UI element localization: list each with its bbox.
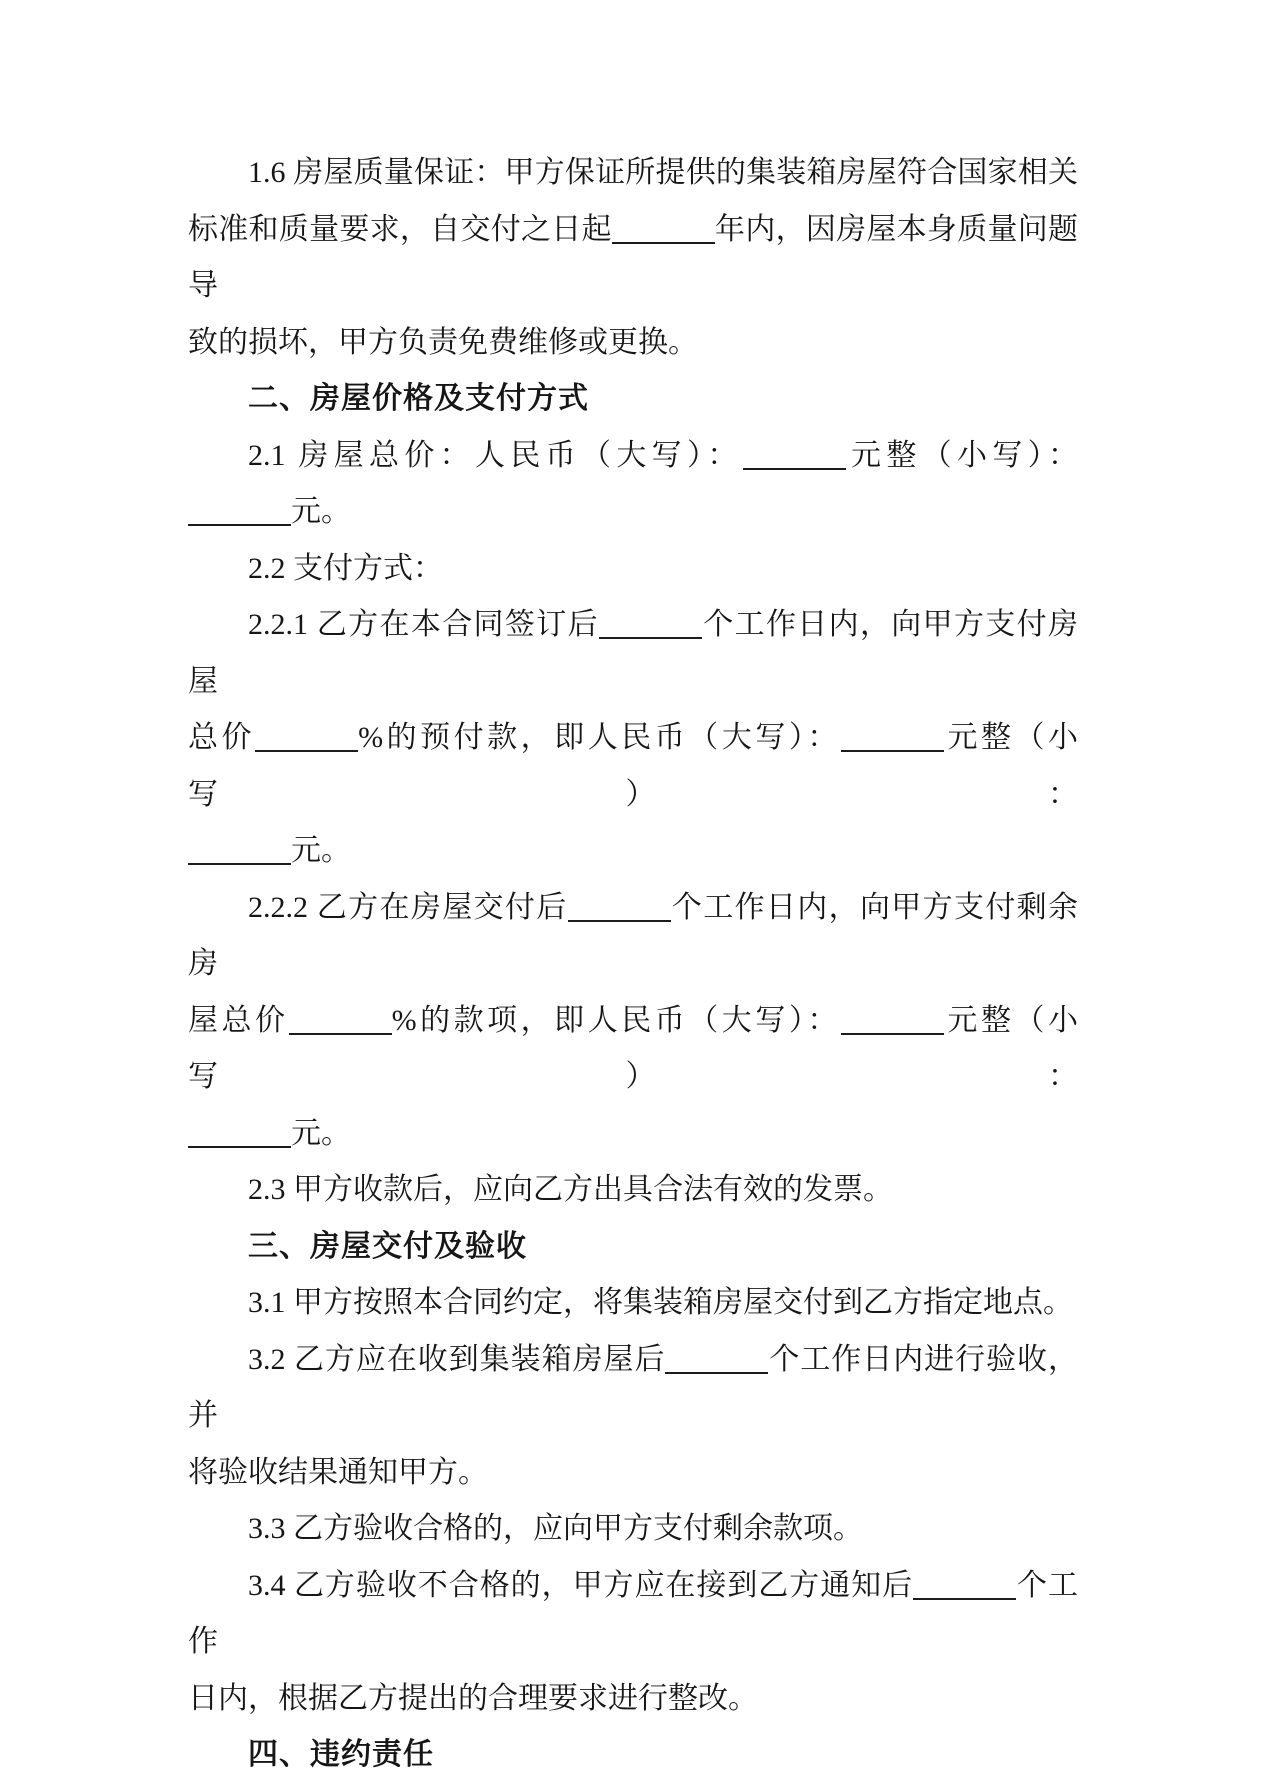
text-segment: 元。: [291, 1116, 351, 1150]
contract-paragraph: [188, 880, 1078, 1163]
text-segment: 3.1 甲方按照本合同约定，将集装箱房屋交付到乙方指定地点。: [248, 1286, 1073, 1319]
text-line: [188, 880, 1078, 993]
text-line: [188, 597, 1078, 710]
text-line: [188, 1275, 1078, 1332]
text-segment: 2.2.1 乙方在本合同签订后: [248, 608, 599, 641]
contract-paragraph: [188, 541, 1078, 598]
fill-in-blank: [612, 242, 715, 244]
contract-body: [188, 145, 1078, 1784]
text-segment: 总价: [188, 721, 256, 754]
text-segment: 2.2.2 乙方在房屋交付后: [248, 890, 568, 924]
fill-in-blank: [665, 1372, 768, 1374]
fill-in-blank: [913, 1598, 1016, 1600]
text-segment: %的款项，即人民币（大写）：: [391, 1003, 841, 1037]
text-line: [188, 1162, 1078, 1219]
fill-in-blank: [568, 920, 671, 922]
text-segment: 元整（小写）：: [845, 438, 1079, 472]
section-heading: [188, 1727, 1078, 1784]
contract-paragraph: [188, 1501, 1078, 1558]
text-segment: 元整（小写）：: [188, 721, 1079, 811]
text-segment: 二、房屋价格及支付方式: [248, 382, 589, 415]
text-line: [188, 202, 1078, 315]
text-line: [188, 1671, 1078, 1728]
text-segment: 个工作: [188, 1568, 1079, 1658]
text-segment: 元。: [291, 834, 351, 867]
contract-paragraph: [188, 1275, 1078, 1332]
text-segment: 3.2 乙方应在收到集装箱房屋后: [248, 1342, 666, 1376]
text-segment: 个工作日内，向甲方支付房屋: [188, 608, 1079, 698]
contract-paragraph: [188, 428, 1078, 541]
text-segment: 四、违约责任: [248, 1738, 434, 1771]
fill-in-blank: [841, 1033, 944, 1035]
text-segment: 3.3 乙方验收合格的，应向甲方支付剩余款项。: [248, 1512, 863, 1545]
text-segment: 2.3 甲方收款后，应向乙方出具合法有效的发票。: [248, 1173, 893, 1206]
text-line: [188, 541, 1078, 598]
fill-in-blank: [188, 524, 291, 526]
text-segment: 元。: [291, 495, 351, 528]
text-segment: 2.2 支付方式：: [248, 551, 443, 585]
text-segment: 1.6 房屋质量保证：甲方保证所提供的集装箱房屋符合国家相关: [248, 156, 1078, 189]
text-line: [188, 1332, 1078, 1445]
text-line: [188, 1501, 1078, 1558]
fill-in-blank: [188, 1146, 291, 1148]
contract-paragraph: [188, 1558, 1078, 1728]
contract-paragraph: [188, 597, 1078, 880]
text-line: [188, 1106, 1078, 1163]
fill-in-blank: [841, 750, 944, 752]
text-line: [188, 1219, 1078, 1276]
text-segment: 年内，因房屋本身质量问题导: [188, 212, 1079, 302]
fill-in-blank: [599, 637, 702, 639]
text-line: [188, 484, 1078, 541]
contract-paragraph: [188, 1162, 1078, 1219]
text-line: [188, 710, 1078, 823]
fill-in-blank: [255, 750, 358, 752]
fill-in-blank: [289, 1033, 392, 1035]
text-line: [188, 1558, 1078, 1671]
text-line: [188, 1727, 1078, 1784]
text-segment: 日内，根据乙方提出的合理要求进行整改。: [188, 1681, 758, 1715]
contract-paragraph: [188, 145, 1078, 371]
text-segment: 标准和质量要求，自交付之日起: [188, 212, 612, 246]
text-segment: 2.1 房屋总价：人民币（大写）：: [248, 438, 743, 472]
text-line: [188, 371, 1078, 428]
section-heading: [188, 1219, 1078, 1276]
text-line: [188, 428, 1078, 485]
text-segment: 屋总价: [188, 1003, 289, 1037]
text-segment: 将验收结果通知甲方。: [188, 1455, 488, 1489]
text-line: [188, 1445, 1078, 1502]
contract-paragraph: [188, 1332, 1078, 1502]
text-segment: 三、房屋交付及验收: [248, 1229, 527, 1263]
text-line: [188, 315, 1078, 372]
text-segment: 个工作日内，向甲方支付剩余房: [188, 890, 1079, 980]
text-segment: 3.4 乙方验收不合格的，甲方应在接到乙方通知后: [248, 1568, 914, 1602]
text-line: [188, 145, 1078, 202]
text-line: [188, 993, 1078, 1106]
fill-in-blank: [743, 468, 846, 470]
text-segment: 个工作日内进行验收，并: [188, 1342, 1079, 1432]
fill-in-blank: [188, 863, 291, 865]
text-segment: %的预付款，即人民币（大写）：: [358, 721, 841, 754]
text-segment: 致的损坏，甲方负责免费维修或更换。: [188, 325, 698, 359]
text-line: [188, 823, 1078, 880]
text-segment: 元整（小写）：: [188, 1003, 1079, 1093]
section-heading: [188, 371, 1078, 428]
